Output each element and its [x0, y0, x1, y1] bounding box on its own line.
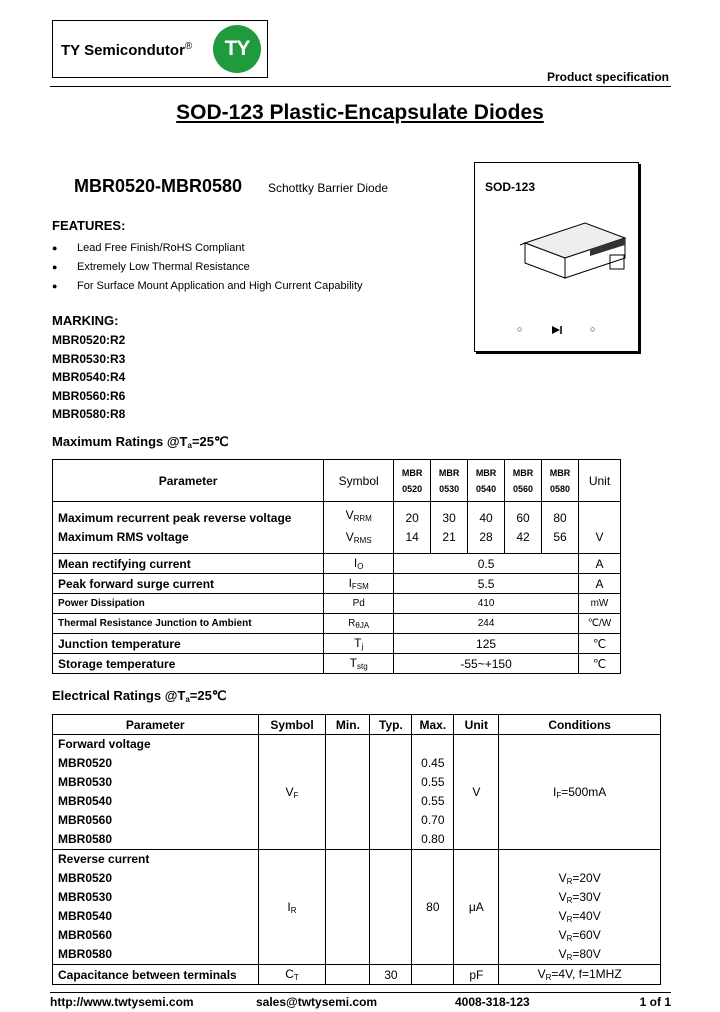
- company-logo-box: [52, 20, 268, 78]
- marking-item: MBR0560:R6: [52, 388, 126, 403]
- elec-ratings-table: [52, 714, 661, 985]
- table-row: Maximum recurrent peak reverse voltage Maximum RMS voltage $V_{RRM}$ $V_{RMS}$ 20 14 30 21 40 28 60 42 80 56 V: [53, 502, 621, 554]
- max-ratings-table: [52, 459, 621, 674]
- footer-phone: 4008-318-123: [455, 995, 530, 1009]
- part-number: MBR0520-MBR0580: [74, 176, 243, 196]
- col-mbr0560: MBR 0560: [505, 460, 542, 502]
- package-figure: [474, 162, 639, 352]
- list-item: ● Extremely Low Thermal Resistance: [52, 260, 250, 273]
- page-title: SOD-123 Plastic-Encapsulate Diodes: [176, 101, 544, 124]
- marking-item: MBR0530:R3: [52, 351, 126, 366]
- company-name: TY Semicondutor®: [61, 41, 193, 59]
- max-ratings-heading: Maximum Ratings $@T_a=25℃$: [52, 434, 229, 450]
- cathode-pad-icon: ○: [590, 324, 596, 334]
- col-unit: Unit: [578, 460, 620, 502]
- diode-symbol-icon: [551, 325, 563, 335]
- features-heading: FEATURES:: [52, 218, 126, 233]
- footer-website-link[interactable]: http://www.twtysemi.com: [50, 995, 194, 1009]
- table-row: Peak forward surge current $I_{FSM}$ 5.5 A: [53, 574, 621, 594]
- col-mbr0540: MBR 0540: [468, 460, 505, 502]
- product-spec-label: Product specification: [546, 70, 669, 84]
- col-mbr0520: MBR 0520: [394, 460, 431, 502]
- part-description: Schottky Barrier Diode: [268, 181, 389, 195]
- col-mbr0580: MBR 0580: [542, 460, 579, 502]
- footer-divider: [50, 992, 671, 993]
- footer-page-number: 1 of 1: [639, 995, 671, 1009]
- marking-list: [52, 331, 125, 424]
- bullet-icon: ●: [52, 261, 58, 272]
- col-mbr0530: MBR 0530: [431, 460, 468, 502]
- ty-logo: TY: [213, 25, 261, 73]
- marking-item: MBR0540:R4: [52, 370, 126, 384]
- table-row: Capacitance between terminals $C_T$ 30 pF $V_R=4V$, f=1MHZ: [53, 965, 661, 985]
- bullet-icon: ●: [52, 242, 58, 253]
- marking-heading: MARKING:: [52, 313, 119, 328]
- footer-email-link[interactable]: sales@twtysemi.com: [256, 995, 378, 1009]
- table-row: Mean rectifying current $I_O$ 0.5 A: [53, 554, 621, 574]
- list-item: ● For Surface Mount Application and High Current Capability: [52, 279, 363, 292]
- marking-item: MBR0580:R8: [52, 407, 126, 421]
- col-parameter: Parameter: [53, 460, 324, 502]
- table-row: Power Dissipation Pd 410 mW: [53, 594, 621, 614]
- bullet-icon: ●: [52, 280, 58, 291]
- header-divider: [50, 86, 671, 87]
- table-row: Junction temperature $T_j$ 125 ℃: [53, 634, 621, 654]
- table-row: Storage temperature $T_{stg}$ -55~+150 ℃: [53, 654, 621, 674]
- table-header-row: Parameter Symbol Min. Typ. Max. Unit Conditions: [53, 715, 661, 735]
- list-item: ● Lead Free Finish/RoHS Compliant: [52, 241, 245, 254]
- features-list: [52, 238, 363, 295]
- table-row: Forward voltage MBR0520 MBR0530 MBR0540 MBR0560 MBR0580 $V_F$ 0.45 0.55 0.55 0.70 0.80 V $I_F=500mA$: [53, 735, 661, 850]
- table-row: Reverse current MBR0520 MBR0530 MBR0540 MBR0560 MBR0580 $I_R$ 80 μA $V_R=20V$ $V_R=30V$ $V_R=40V$ $V_R=60V$ $V_R=80V$: [53, 850, 661, 965]
- table-row: Thermal Resistance Junction to Ambient $R_{\theta JA}$ 244 ℃/W: [53, 614, 621, 634]
- marking-item: MBR0520:R2: [52, 333, 126, 347]
- anode-pad-icon: ○: [517, 324, 523, 334]
- sod123-package-icon: [515, 203, 635, 293]
- col-symbol: Symbol: [324, 460, 394, 502]
- package-label: SOD-123: [485, 180, 536, 194]
- elec-ratings-heading: Electrical Ratings $@T_a=25℃$: [52, 688, 227, 704]
